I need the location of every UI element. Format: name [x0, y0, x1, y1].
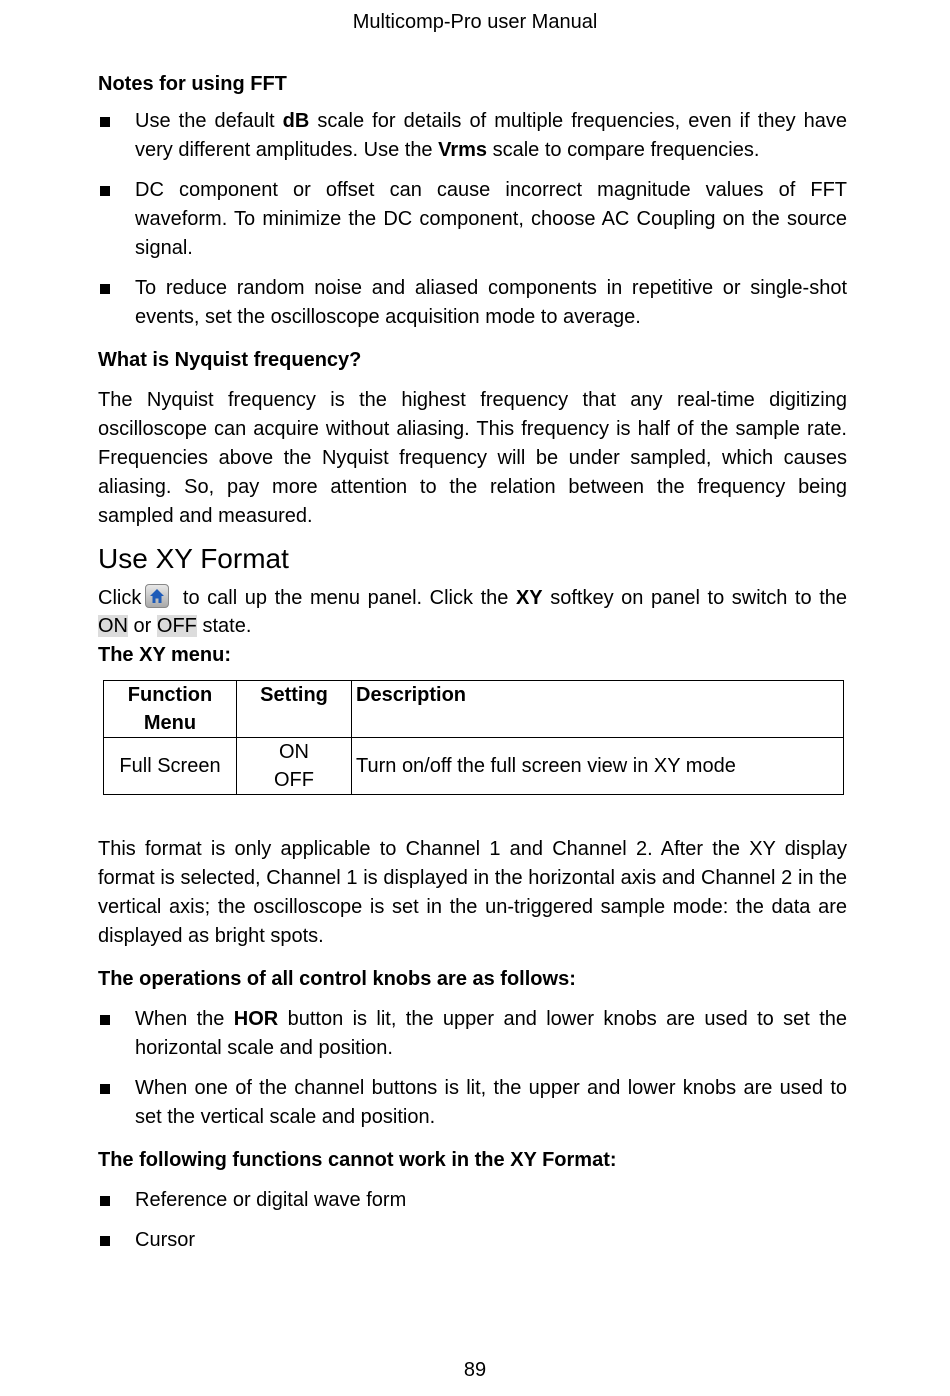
xy-menu-heading: The XY menu: — [98, 644, 231, 666]
table-cell-function: Full Screen — [104, 738, 237, 795]
knobs-heading: The operations of all control knobs are as follows: — [98, 968, 576, 990]
fft-notes-list — [98, 107, 847, 332]
square-bullet-icon — [100, 1236, 110, 1246]
table-header-cell: Function Menu — [104, 681, 237, 738]
list-item: Use the default dB scale for details of multiple frequencies, even if they have very different amplitudes. Use the Vrms scale to compare frequencies. — [98, 107, 847, 165]
page-content — [98, 70, 847, 1255]
xy-intro: Click to call up the menu panel. Click the XY softkey on panel to switch to the ON or OFF state. — [98, 584, 847, 640]
page-number: 89 — [463, 1359, 487, 1381]
table-header-row — [104, 681, 844, 738]
off-label: OFF — [156, 615, 197, 637]
table-header-cell: Setting — [237, 681, 352, 738]
xy-menu-table — [103, 680, 844, 795]
square-bullet-icon — [100, 117, 110, 127]
list-item: DC component or offset can cause incorrect magnitude values of FFT waveform. To minimize the DC component, choose AC Coupling on the source signal. — [98, 176, 847, 263]
table-row — [104, 738, 844, 795]
table-cell-description: Turn on/off the full screen view in XY mode — [352, 738, 844, 795]
xy-format-body: This format is only applicable to Channel 1 and Channel 2. After the XY display format is selected, Channel 1 is displayed in the horizontal axis and Channel 2 in the vertical axis; the oscilloscope is set in the un-triggered sample mode: the data are displayed as bright spots. — [98, 838, 847, 947]
cannot-list — [98, 1186, 847, 1255]
fft-notes-heading: Notes for using FFT — [98, 73, 287, 95]
list-item: When one of the channel buttons is lit, the upper and lower knobs are used to set the vertical scale and position. — [98, 1074, 847, 1132]
list-item: Cursor — [98, 1226, 847, 1255]
square-bullet-icon — [100, 1015, 110, 1025]
square-bullet-icon — [100, 186, 110, 196]
table-cell-setting: ON OFF — [237, 738, 352, 795]
section-title: Use XY Format — [98, 543, 289, 574]
square-bullet-icon — [100, 284, 110, 294]
home-icon — [145, 584, 169, 608]
page-header: Multicomp-Pro user Manual — [352, 11, 598, 33]
list-item: Reference or digital wave form — [98, 1186, 847, 1215]
nyquist-heading: What is Nyquist frequency? — [98, 349, 362, 371]
square-bullet-icon — [100, 1196, 110, 1206]
list-item: When the HOR button is lit, the upper and lower knobs are used to set the horizontal scale and position. — [98, 1005, 847, 1063]
square-bullet-icon — [100, 1084, 110, 1094]
on-label: ON — [98, 615, 128, 637]
knobs-list — [98, 1005, 847, 1132]
table-header-cell: Description — [352, 681, 844, 738]
list-item: To reduce random noise and aliased components in repetitive or single-shot events, set the oscilloscope acquisition mode to average. — [98, 274, 847, 332]
cannot-heading: The following functions cannot work in the XY Format: — [98, 1149, 617, 1171]
nyquist-body: The Nyquist frequency is the highest frequency that any real-time digitizing oscilloscope can acquire without aliasing. This frequency is half of the sample rate. Frequencies above the Nyquist frequency will be under sampled, which causes aliasing. So, pay more attention to the relation between the frequency being sampled and measured. — [98, 389, 847, 527]
